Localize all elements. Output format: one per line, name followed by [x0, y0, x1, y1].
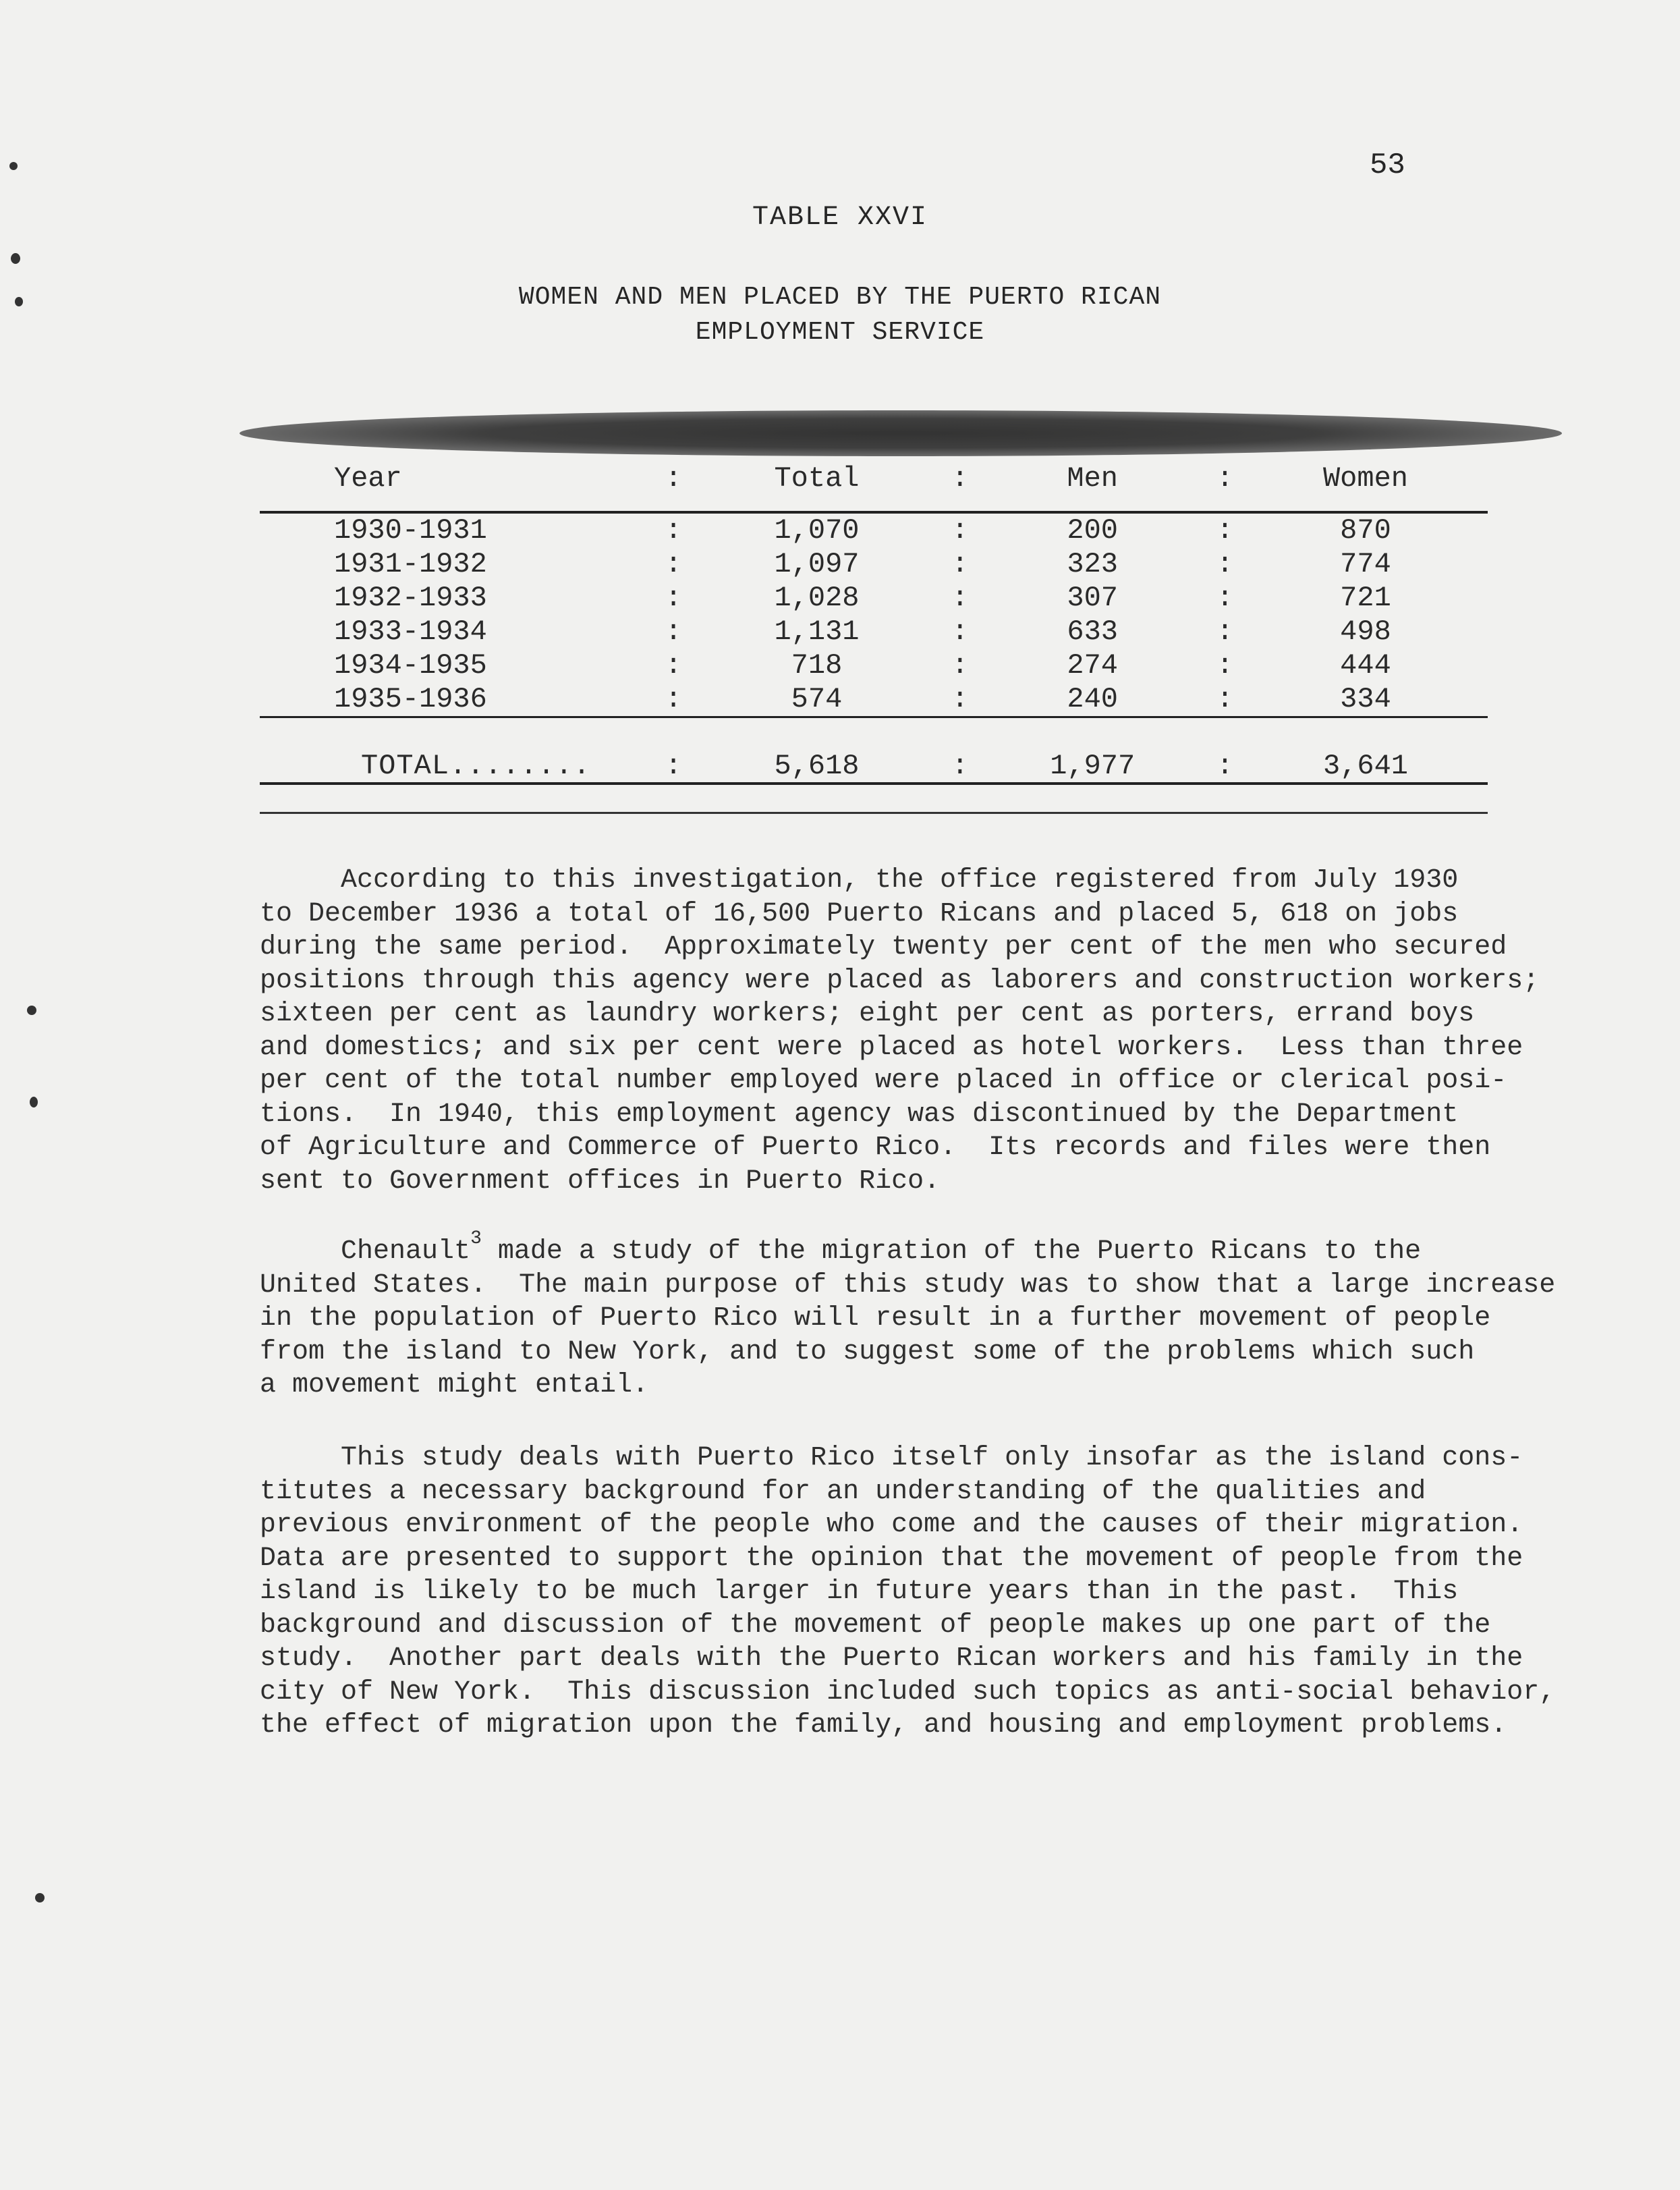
binding-hole-mark [9, 162, 18, 170]
header-women: Women [1243, 445, 1488, 512]
text-line: the effect of migration upon the family, and housing and employment problems. [260, 1710, 1507, 1741]
cell-total: 574 [692, 682, 942, 717]
paragraph [260, 864, 1596, 1198]
cell-men: 633 [1067, 615, 1119, 648]
text-fragment: Chenault [260, 1236, 471, 1267]
text-line: positions through this agency were placed as laborers and construction workers; [260, 965, 1540, 996]
column-separator: : [1216, 649, 1234, 682]
column-separator: : [941, 717, 978, 784]
cell-year: 1934-1935 [334, 649, 487, 682]
column-separator: : [1216, 548, 1234, 580]
binding-hole-mark [11, 253, 20, 264]
text-line: city of New York. This discussion included such topics as anti-social behavior, [260, 1676, 1556, 1707]
text-line: from the island to New York, and to suggest some of the problems which such [260, 1336, 1475, 1367]
cell-total: 718 [791, 649, 843, 682]
column-separator: : [941, 445, 978, 512]
cell-women: 444 [1340, 649, 1391, 682]
cell-total: 1,131 [774, 615, 860, 648]
text-line: previous environment of the people who come and the causes of their migration. [260, 1510, 1523, 1540]
header-total: Total [692, 445, 942, 512]
total-total: 5,618 [692, 717, 942, 784]
text-line: a movement might entail. [260, 1370, 649, 1400]
column-separator: : [1216, 615, 1234, 648]
binding-hole-mark [27, 1006, 36, 1015]
paragraph [260, 1228, 1596, 1402]
cell-year: 1932-1933 [334, 582, 487, 614]
table-row [260, 682, 1488, 717]
text-line: and domestics; and six per cent were placed as hotel workers. Less than three [260, 1032, 1523, 1063]
text-line: This study deals with Puerto Rico itself only insofar as the island cons- [260, 1443, 1523, 1473]
cell-total: 1,097 [774, 548, 860, 580]
header-year: Year [260, 445, 655, 512]
cell-women: 774 [1340, 548, 1391, 580]
text-fragment: made a study of the migration of the Puerto Ricans to the [481, 1236, 1422, 1267]
cell-year: 1931-1932 [334, 548, 487, 580]
column-separator: : [941, 682, 978, 717]
text-line: of Agriculture and Commerce of Puerto Rico. Its records and files were then [260, 1132, 1491, 1163]
column-separator: : [1206, 445, 1243, 512]
column-separator: : [655, 682, 692, 717]
employment-table [260, 445, 1488, 785]
binding-hole-mark [35, 1893, 45, 1902]
table-row [260, 581, 1488, 615]
text-line: sent to Government offices in Puerto Rico. [260, 1166, 941, 1197]
text-line: United States. The main purpose of this study was to show that a large increase [260, 1269, 1556, 1301]
text-line: during the same period. Approximately twenty per cent of the men who secured [260, 932, 1507, 962]
table-total-row [260, 717, 1488, 784]
text-line: titutes a necessary background for an understanding of the qualities and [260, 1476, 1426, 1507]
text-line: study. Another part deals with the Puerto Rican workers and his family in the [260, 1643, 1523, 1674]
cell-men: 307 [1067, 582, 1119, 614]
column-separator: : [1216, 582, 1234, 614]
text-line: to December 1936 a total of 16,500 Puerto Ricans and placed 5, 618 on jobs [260, 898, 1459, 929]
column-separator: : [665, 548, 682, 580]
text-line: Data are presented to support the opinion that the movement of people from the [260, 1543, 1523, 1574]
column-separator: : [951, 582, 969, 614]
column-separator: : [655, 717, 692, 784]
column-separator: : [1216, 514, 1234, 547]
table-bottom-rule [260, 812, 1488, 814]
total-men: 1,977 [978, 717, 1206, 784]
text-line: island is likely to be much larger in future years than in the past. This [260, 1577, 1459, 1607]
paragraph [260, 1442, 1596, 1743]
cell-men: 240 [978, 682, 1206, 717]
cell-men: 323 [1067, 548, 1119, 580]
text-line: tions. In 1940, this employment agency was discontinued by the Department [260, 1099, 1459, 1130]
table-row [260, 512, 1488, 547]
text-line [260, 1228, 1596, 1269]
cell-men: 274 [1067, 649, 1119, 682]
header-men: Men [978, 445, 1206, 512]
column-separator: : [951, 615, 969, 648]
text-line: per cent of the total number employed were placed in office or clerical posi- [260, 1066, 1507, 1096]
cell-women: 870 [1340, 514, 1391, 547]
binding-hole-mark [30, 1097, 38, 1107]
cell-total: 1,028 [774, 582, 860, 614]
total-women: 3,641 [1243, 717, 1488, 784]
column-separator: : [951, 548, 969, 580]
table-row [260, 649, 1488, 682]
text-line: background and discussion of the movement of people makes up one part of the [260, 1610, 1491, 1641]
column-separator: : [1206, 717, 1243, 784]
column-separator: : [951, 514, 969, 547]
column-separator: : [951, 649, 969, 682]
column-separator: : [665, 514, 682, 547]
column-separator: : [1206, 682, 1243, 717]
table-number: TABLE XXVI [752, 202, 928, 233]
text-line: sixteen per cent as laundry workers; eight per cent as porters, errand boys [260, 999, 1475, 1029]
table-row [260, 547, 1488, 581]
table-title-line: EMPLOYMENT SERVICE [695, 318, 985, 347]
cell-women: 498 [1340, 615, 1391, 648]
text-line: in the population of Puerto Rico will result in a further movement of people [260, 1303, 1491, 1334]
cell-women: 721 [1340, 582, 1391, 614]
cell-men: 200 [1067, 514, 1119, 547]
table-title [0, 280, 1680, 350]
cell-year: 1930-1931 [334, 514, 487, 547]
column-separator: : [665, 649, 682, 682]
cell-year: 1933-1934 [334, 615, 487, 648]
total-label: TOTAL........ [260, 717, 655, 784]
cell-year: 1935-1936 [260, 682, 655, 717]
table-row [260, 615, 1488, 649]
column-separator: : [665, 615, 682, 648]
cell-total: 1,070 [774, 514, 860, 547]
text-line: According to this investigation, the office registered from July 1930 [260, 865, 1459, 896]
binding-hole-mark [15, 297, 23, 306]
column-separator: : [665, 582, 682, 614]
footnote-mark: 3 [470, 1228, 482, 1249]
page-number: 53 [1370, 148, 1405, 182]
table-header-row [260, 445, 1488, 512]
table-title-line: WOMEN AND MEN PLACED BY THE PUERTO RICAN [518, 283, 1162, 312]
column-separator: : [655, 445, 692, 512]
cell-women: 334 [1243, 682, 1488, 717]
